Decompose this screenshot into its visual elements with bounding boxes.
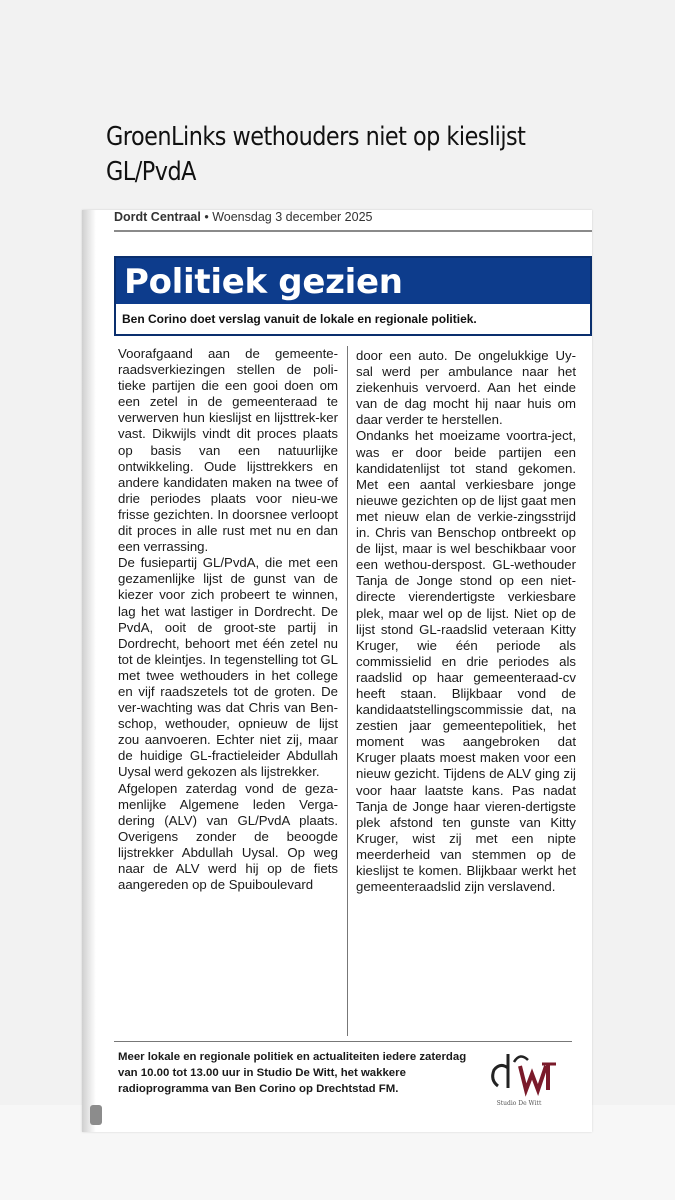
column-title: Politiek gezien [124,262,403,302]
paragraph: Afgelopen zaterdag vond de geza-menlijke Algemene leden Verga-dering (ALV) van GL/PvdA plaats. Overigens zonder de beoogde lijstrekker Abdullah Uysal. Op weg naar de ALV werd hij op de fiets aangereden op de Spuiboulevard [118,780,338,893]
publication-date: Woensdag 3 december 2025 [212,210,373,224]
header-rule [114,230,592,232]
column-subtitle: Ben Corino doet verslag vanuit de lokale en regionale politiek. [122,312,477,326]
column-subtitle-bar [114,304,592,336]
article-column-right [356,348,576,895]
footer-promo: Meer lokale en regionale politiek en actualiteiten iedere zaterdag van 10.00 tot 13.00 uur in Studio De Witt, het wakkere radioprogramma van Ben Corino op Drechtstad FM. [118,1051,467,1095]
logo-caption: Studio De Witt [496,1100,542,1107]
clipping-fold-shadow [82,210,96,1132]
article-column-left [118,346,338,893]
column-divider [347,346,348,1036]
dateline-separator: • [204,210,209,224]
newspaper-name: Dordt Centraal [114,210,201,224]
paragraph: Voorafgaand aan de gemeente-raadsverkiezingen stellen de poli-tieke partijen die een gooi doen om een zetel in de gemeenteraad te verwerven hun kieslijst en lijsttrek-ker vast. Dikwijls vindt dit proces plaats op basis van een natuurlijke ontwikkeling. Oude lijsttrekkers en andere kandidaten maken na twee of drie periodes plaats voor nieu-we frisse gezichten. In doorsnee verloopt dit proces in alle rust met nu en dan een verrassing. [118,346,338,555]
post-caption: GroenLinks wethouders niet op kieslijst GL/PvdA [106,122,526,187]
paragraph: De fusiepartij GL/PvdA, die met een gezamenlijke lijst de gunst van de kiezer voor zich probeert te winnen, lag het wat lastiger in Dordrecht. De PvdA, ooit de groot-ste partij in Dordrecht, behoort met één zetel nu tot de kleintjes. In tegenstelling tot GL met twee wethouders in het college en vijf raadszetels tot de groten. De ver-wachting was dat Chris van Ben-schop, wethouder, opnieuw de lijst zou aanvoeren. Echter niet zij, maar de huidige GL-fractieleider Abdullah Uysal werd gekozen als lijstrekker. [118,555,338,780]
scroll-handle[interactable] [90,1105,102,1125]
paragraph: door een auto. De ongelukkige Uy-sal werd per ambulance naar het ziekenhuis vervoerd. Aan het einde van de dag mocht hij naar huis om daar verder te herstellen. [356,348,576,428]
paragraph: Ondanks het moeizame voortra-ject, was er door beide partijen een kandidatenlijst tot stand gekomen. Met een aantal verkiesbare jonge nieuwe gezichten op de lijst gaat men met nieuw elan de verkie-zingsstrijd in. Chris van Benschop ontbreekt op de lijst, maar is wel beschikbaar voor een wethou-derspost. GL-wethouder Tanja de Jonge stond op een niet-directe vierendertigste verkiesbare plek, maar wel op de lijst. Niet op de lijst stond GL-raadslid veteraan Kitty Kruger, wie één periode als commissielid en drie periodes als raadslid op haar gemeenteraad-cv heeft staan. Blijkbaar vond de kandidaatstellingscommissie dat, na zestien jaar gemeentepolitiek, het moment was aangebroken dat Kruger plaats moest maken voor een nieuw gezicht. Tijdens de ALV ging zij voor haar laatste kans. Pas nadat Tanja de Jonge haar vieren-dertigste plek afstond ten gunste van Kitty Kruger, wist zij met een nipte meerderheid van stemmen op de kieslijst te komen. Blijkbaar werkt het gemeenteraadslid zijn verslavend. [356,428,576,895]
dateline [114,210,592,224]
column-banner [114,256,592,308]
